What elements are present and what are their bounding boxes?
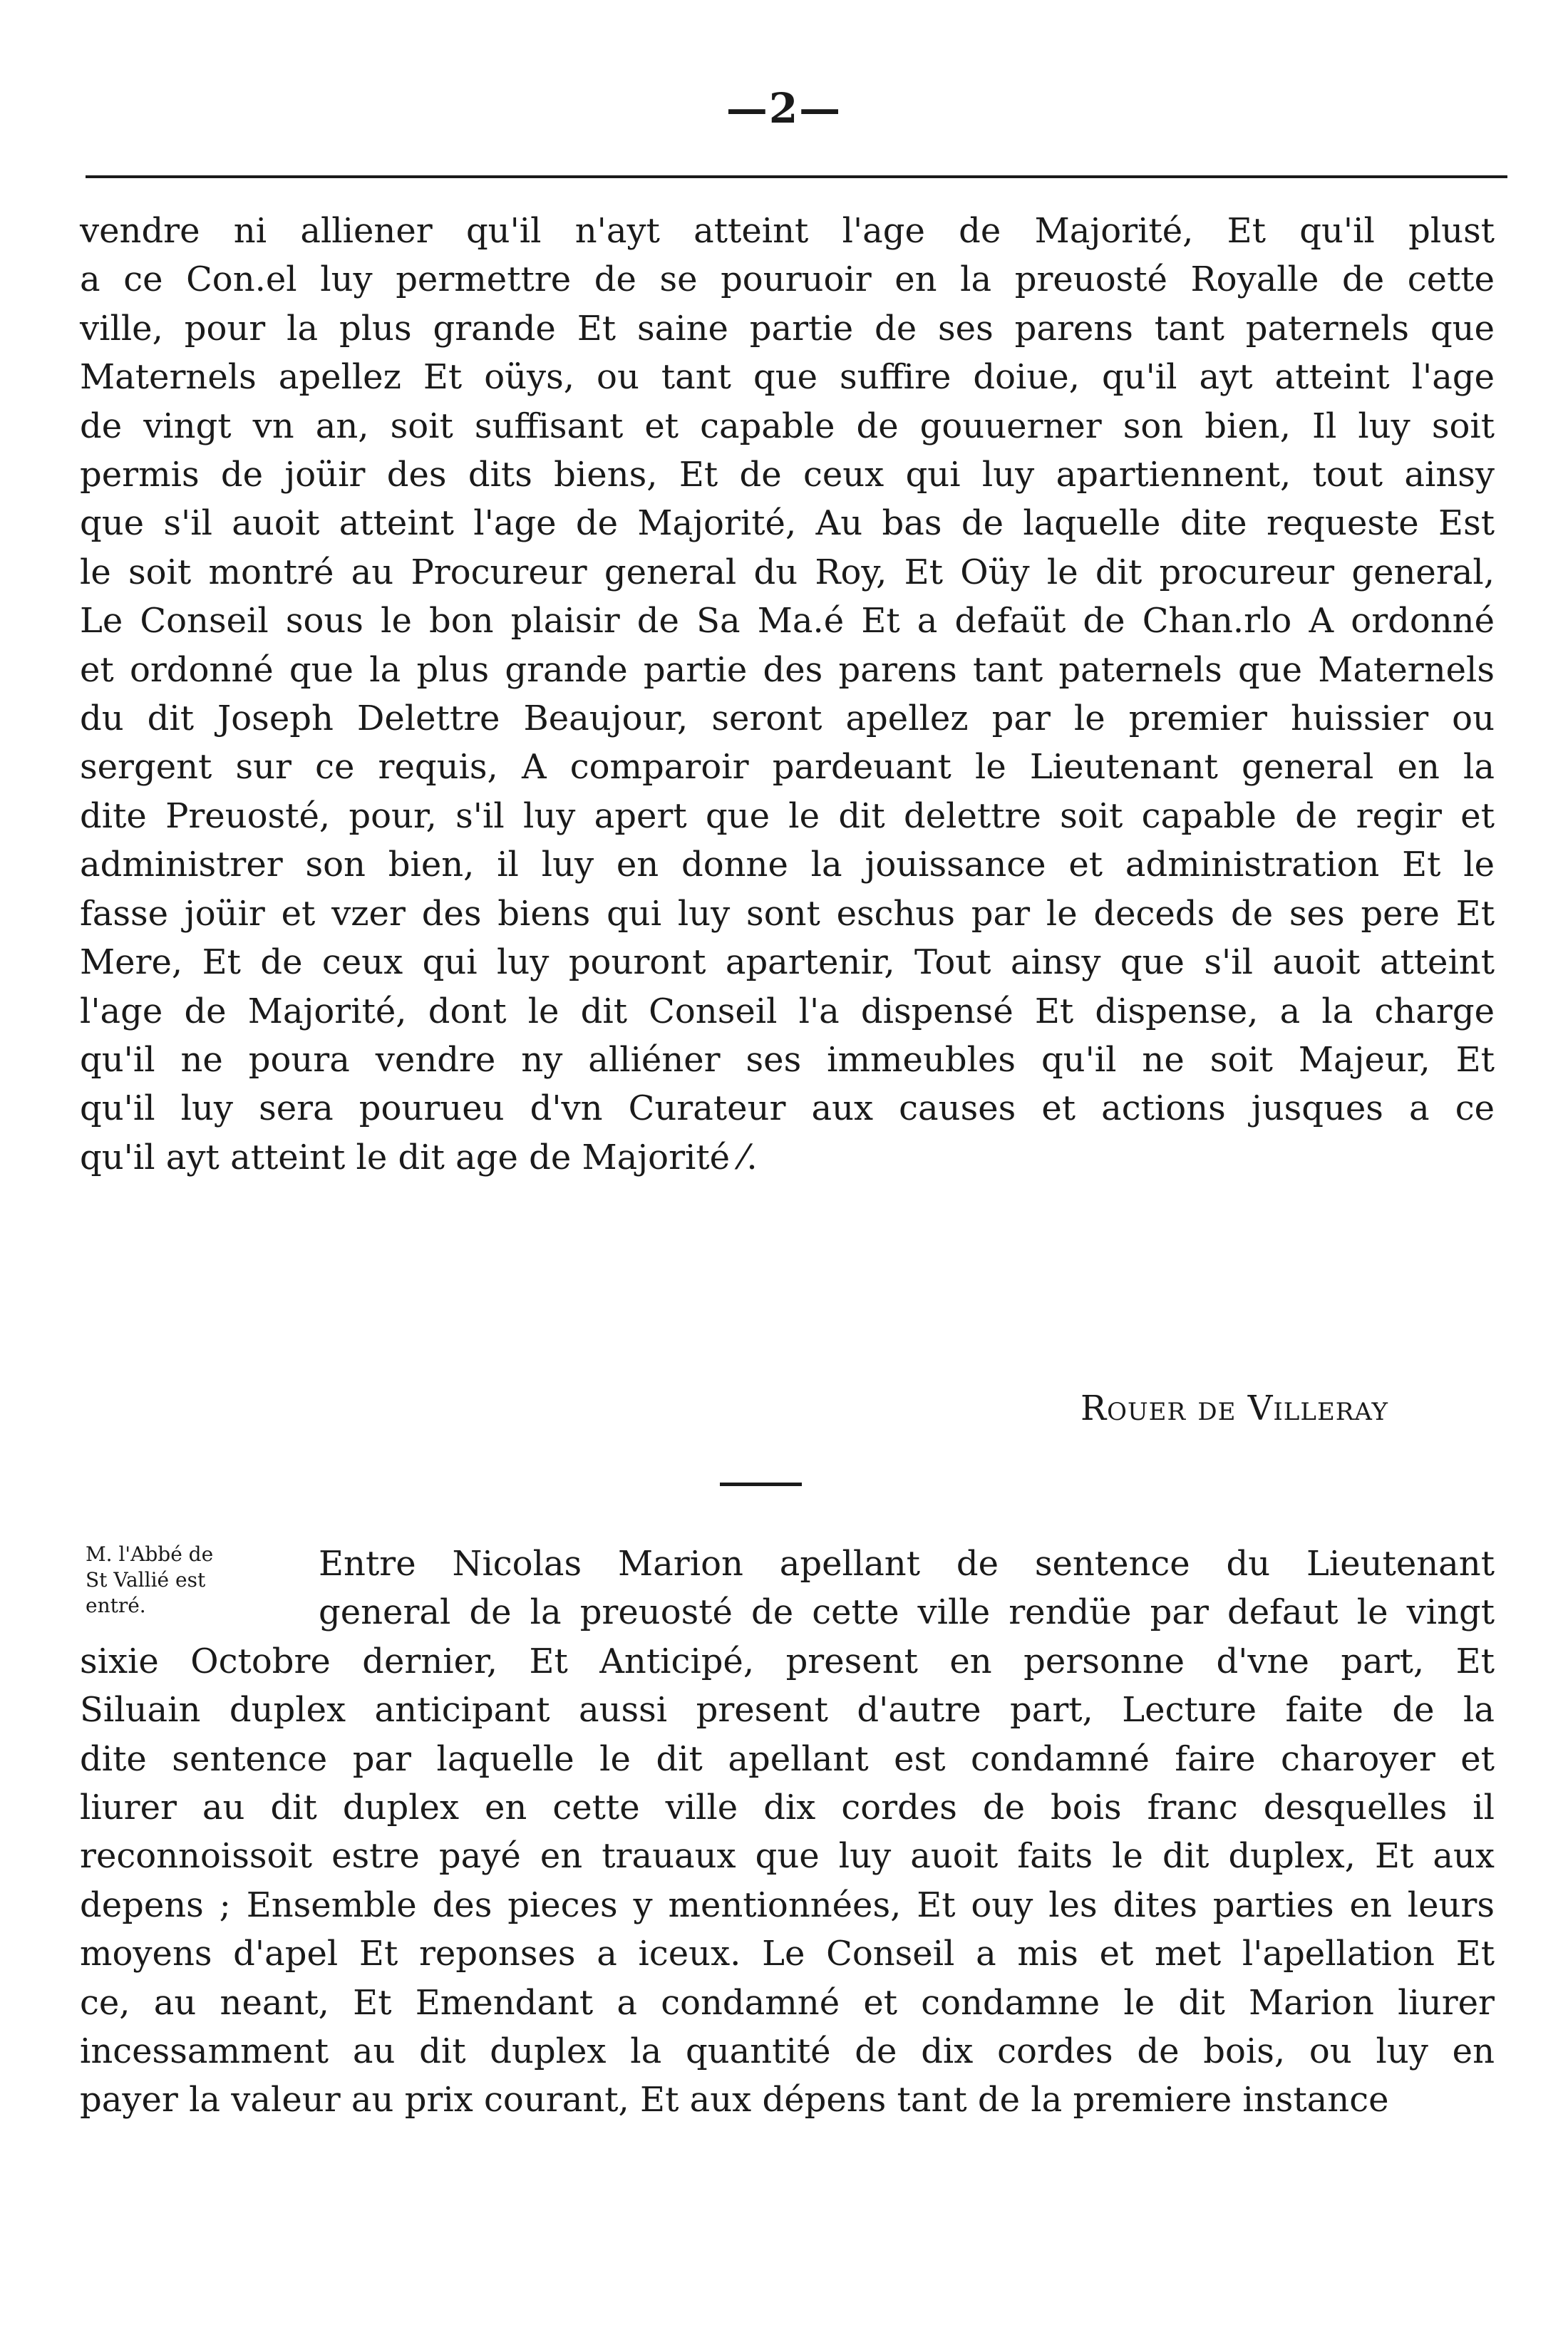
section-divider [720,1483,802,1486]
text-line: Mere, Et de ceux qui luy pouront apartenir, Tout ainsy que s'il auoit atteint [80,942,1495,983]
text-line: du dit Joseph Delettre Beaujour, seront apellez par le premier huissier ou [80,699,1495,739]
text-line: administrer son bien, il luy en donne la jouissance et administration Et le [80,845,1495,885]
text-line: a ce Con.el luy permettre de se pouruoir en la preuosté Royalle de cette [80,259,1495,300]
text-line: ville, pour la plus grande Et saine partie de ses parens tant paternels que [80,308,1495,349]
paragraph-2 [80,1540,1495,2125]
margin-note-line: M. l'Abbé de [86,1542,214,1566]
page-number: —2— [726,84,842,133]
text-line: l'age de Majorité, dont le dit Conseil l'a dispensé Et dispense, a la charge [80,991,1495,1031]
paragraph-1 [80,207,1495,1182]
text-line: qu'il ayt atteint le dit age de Majorité ⁄. [80,1137,758,1177]
text-line: sixie Octobre dernier, Et Anticipé, present en personne d'vne part, Et [80,1641,1495,1681]
text-line: dite sentence par laquelle le dit apellant est condamné faire charoyer et [80,1738,1495,1779]
text-line: reconnoissoit estre payé en trauaux que luy auoit faits le dit duplex, Et aux [80,1836,1495,1877]
text-line: sergent sur ce requis, A comparoir pardeuant le Lieutenant general en la [80,747,1495,788]
signature: Rouer de Villeray [1080,1388,1388,1428]
text-line: incessamment au dit duplex la quantité de dix cordes de bois, ou luy en [80,2031,1495,2072]
text-line: permis de joüir des dits biens, Et de ceux qui luy apartiennent, tout ainsy [80,455,1495,495]
text-line: le soit montré au Procureur general du Roy, Et Oüy le dit procureur general, [80,552,1495,592]
header-rule [86,175,1507,178]
text-line: general de la preuosté de cette ville rendüe par defaut le vingt [319,1592,1495,1633]
text-line: vendre ni alliener qu'il n'ayt atteint l'age de Majorité, Et qu'il plust [80,211,1495,251]
margin-note-line: entré. [86,1594,146,1617]
text-line: Entre Nicolas Marion apellant de sentence du Lieutenant [319,1544,1495,1584]
text-line: dite Preuosté, pour, s'il luy apert que le dit delettre soit capable de regir et [80,795,1495,836]
text-line: qu'il ne poura vendre ny alliéner ses immeubles qu'il ne soit Majeur, Et [80,1039,1495,1080]
margin-note-line: St Vallié est [86,1568,206,1592]
text-line: fasse joüir et vzer des biens qui luy sont eschus par le deceds de ses pere Et [80,893,1495,934]
text-line: depens ; Ensemble des pieces y mentionnées, Et ouy les dites parties en leurs [80,1885,1495,1925]
text-line: payer la valeur au prix courant, Et aux dépens tant de la premiere instance [80,2080,1389,2120]
text-line: que s'il auoit atteint l'age de Majorité, Au bas de laquelle dite requeste Est [80,503,1495,544]
text-line: liurer au dit duplex en cette ville dix cordes de bois franc desquelles il [80,1788,1495,1828]
text-line: ce, au neant, Et Emendant a condamné et condamne le dit Marion liurer [80,1982,1495,2023]
text-line: Siluain duplex anticipant aussi present d'autre part, Lecture faite de la [80,1690,1495,1731]
text-line: moyens d'apel Et reponses a iceux. Le Conseil a mis et met l'apellation Et [80,1934,1495,1974]
text-line: Le Conseil sous le bon plaisir de Sa Ma.é Et a defaüt de Chan.rlo A ordonné [80,601,1495,641]
text-line: qu'il luy sera pourueu d'vn Curateur aux causes et actions jusques a ce [80,1088,1495,1129]
text-line: Maternels apellez Et oüys, ou tant que suffire doiue, qu'il ayt atteint l'age [80,357,1495,398]
text-line: et ordonné que la plus grande partie des parens tant paternels que Maternels [80,649,1495,690]
text-line: de vingt vn an, soit suffisant et capable de gouuerner son bien, Il luy soit [80,406,1495,446]
